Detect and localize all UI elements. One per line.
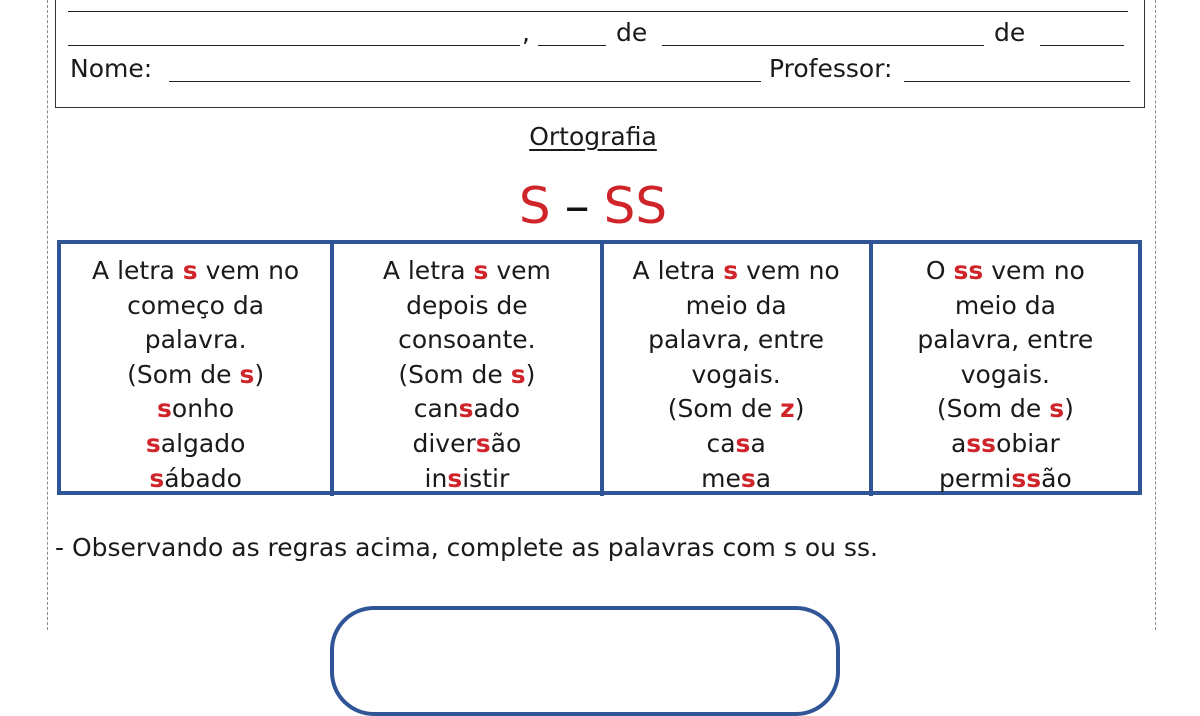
highlighted-letters: s [475,428,491,458]
rule-line [61,462,330,497]
rule-text: vem [488,256,551,285]
rule-text: ão [490,428,522,458]
highlighted-letters: s [239,359,255,389]
rule-line [334,289,599,324]
rule-text: ão [1041,463,1072,493]
rule-text: ábado [164,463,242,493]
highlighted-letters: s [145,428,161,458]
rule-text: can [413,394,459,424]
blank-line-month[interactable] [662,45,984,46]
highlighted-letters: s [723,256,739,285]
rule-text: vogais. [691,359,781,389]
rule-line [334,427,599,462]
rule-text: vem no [738,256,840,285]
rule-cell [869,244,1138,496]
main-title [0,176,1186,236]
rule-line [61,427,330,462]
rule-text: ) [794,394,805,424]
rule-line [873,462,1138,497]
rule-text: A letra [382,256,474,285]
rule-line [61,358,330,393]
rule-line [604,254,869,289]
rule-line [873,358,1138,393]
highlighted-letters: s [740,463,756,493]
rule-line [334,254,599,289]
rule-line [334,392,599,427]
highlighted-letters: ss [953,256,984,285]
rule-text: começo da [127,290,265,320]
highlighted-letters: s [510,359,526,389]
rule-text: palavra, entre [648,325,825,355]
rule-text: A letra [632,256,724,285]
name-label: Nome: [70,54,153,83]
blank-line-name[interactable] [169,81,761,82]
date-de-label-1: de [616,18,648,47]
blank-line-day[interactable] [538,45,606,46]
rule-line [61,289,330,324]
rule-text: algado [160,428,246,458]
blank-line-teacher[interactable] [904,81,1130,82]
main-title-right: SS [603,177,668,235]
rule-text: ) [254,359,265,389]
highlighted-letters: s [447,463,463,493]
rule-text: vem no [983,256,1085,285]
rule-line [604,462,869,497]
rule-text: (Som de [398,359,511,389]
rule-line [873,254,1138,289]
rule-text: a [755,463,772,493]
rule-line [61,392,330,427]
instruction-text: - Observando as regras acima, complete as palavras com s ou ss. [55,533,878,562]
rule-cell [330,244,599,496]
rule-line [604,323,869,358]
rule-text: ca [706,428,736,458]
blank-line-city[interactable] [68,45,520,46]
highlighted-letters: s [735,428,751,458]
highlighted-letters: s [157,394,172,424]
rule-text: obiar [996,428,1060,458]
rule-text: permi [938,463,1012,493]
rule-text: A letra [92,256,183,285]
highlighted-letters: s [1049,394,1065,424]
rule-line [604,427,869,462]
rules-table [57,240,1142,495]
rule-line [334,462,599,497]
header-box [55,0,1145,108]
highlighted-letters: ss [1011,463,1042,493]
rule-text: in [424,463,448,493]
rule-text: vem no [197,256,300,285]
rule-line [61,254,330,289]
rule-text: onho [171,394,235,424]
teacher-label: Professor: [769,54,893,83]
main-title-left: S [518,177,551,235]
rule-line [873,289,1138,324]
rule-line [873,323,1138,358]
rule-text: meio da [954,290,1056,320]
date-de-label-2: de [994,18,1026,47]
rule-line [873,427,1138,462]
highlighted-letters: z [780,394,795,424]
rule-text: ado [473,394,521,424]
rule-text: meio da [685,290,787,320]
rule-line [604,358,869,393]
date-comma: , [522,18,530,47]
rule-text: O [925,256,954,285]
main-title-dash: – [564,177,590,235]
rule-line [873,392,1138,427]
highlighted-letters: s [149,463,165,493]
rule-text: ) [525,359,536,389]
rule-line [334,358,599,393]
rule-text: palavra, entre [917,325,1094,355]
rule-text: depois de [406,290,528,320]
rule-text: ) [1064,394,1074,424]
blank-line-school[interactable] [68,11,1128,12]
rule-cell [61,244,330,496]
exercise-box [330,606,840,716]
rule-line [61,323,330,358]
highlighted-letters: ss [966,428,997,458]
rule-line [604,289,869,324]
rule-text: (Som de [127,359,240,389]
rule-text: vogais. [960,359,1050,389]
highlighted-letters: s [458,394,474,424]
rule-text: a [950,428,967,458]
rule-text: istir [462,463,510,493]
right-cut-line [1155,0,1156,630]
blank-line-year[interactable] [1040,45,1124,46]
rule-text: me [701,463,741,493]
rule-text: palavra. [144,325,247,355]
rule-cell [600,244,869,496]
highlighted-letters: s [473,256,489,285]
rule-text: consoante. [398,325,536,355]
left-cut-line [47,0,48,630]
rule-text: (Som de [936,394,1050,424]
rule-text: a [750,428,766,458]
section-title: Ortografia [529,122,657,151]
rule-line [604,392,869,427]
rule-text: (Som de [667,394,781,424]
rule-text: diver [412,428,476,458]
rule-line [334,323,599,358]
highlighted-letters: s [182,256,198,285]
